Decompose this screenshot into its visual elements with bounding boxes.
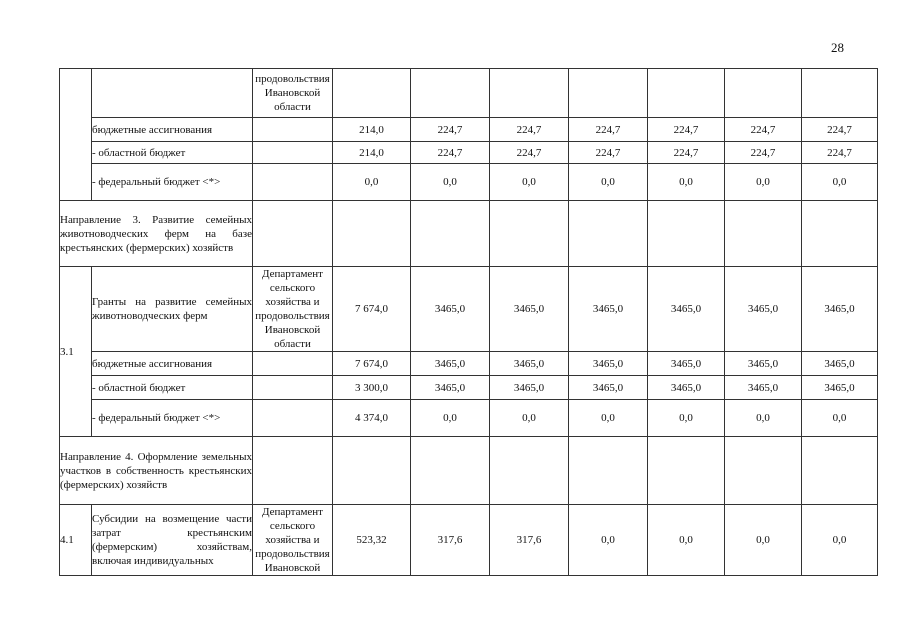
value-cell: 0,0 <box>648 164 725 201</box>
value-cell: 224,7 <box>569 142 648 164</box>
item-number: 4.1 <box>60 505 92 576</box>
value-cell: 3465,0 <box>490 267 569 352</box>
value-cell: 0,0 <box>648 505 725 576</box>
value-cell: 3465,0 <box>411 376 490 400</box>
value-cell: 0,0 <box>725 400 802 437</box>
value-cell: 3465,0 <box>411 352 490 376</box>
section-row <box>60 437 878 505</box>
value-cell: 3465,0 <box>411 267 490 352</box>
row-label: - федеральный бюджет <*> <box>92 400 253 437</box>
value-cell: 0,0 <box>490 400 569 437</box>
value-cell: 523,32 <box>333 505 411 576</box>
item-name: Гранты на развитие семейных животноводческих ферм <box>92 267 253 352</box>
table-row <box>60 164 878 201</box>
value-cell: 224,7 <box>490 118 569 142</box>
table-row <box>60 400 878 437</box>
table-row <box>60 69 878 118</box>
value-cell: 3465,0 <box>490 352 569 376</box>
section-heading: Направление 3. Развитие семейных животноводческих ферм на базе крестьянских (фермерских) хозяйств <box>60 201 253 267</box>
row-label: бюджетные ассигнования <box>92 118 253 142</box>
value-cell: 3465,0 <box>569 267 648 352</box>
dept-cell: Департамент сельского хозяйства и продовольствия Ивановской области <box>253 267 333 352</box>
value-cell: 0,0 <box>490 164 569 201</box>
row-label: - федеральный бюджет <*> <box>92 164 253 201</box>
dept-cell: продовольствия Ивановской области <box>253 69 333 118</box>
table-row <box>60 142 878 164</box>
table-row <box>60 267 878 352</box>
value-cell: 3465,0 <box>569 352 648 376</box>
section-row <box>60 201 878 267</box>
value-cell: 224,7 <box>725 142 802 164</box>
value-cell: 317,6 <box>490 505 569 576</box>
value-cell: 214,0 <box>333 118 411 142</box>
value-cell: 224,7 <box>411 118 490 142</box>
value-cell: 3 300,0 <box>333 376 411 400</box>
table-row <box>60 376 878 400</box>
budget-table <box>59 68 878 576</box>
value-cell: 3465,0 <box>802 267 878 352</box>
value-cell: 7 674,0 <box>333 352 411 376</box>
value-cell: 0,0 <box>333 164 411 201</box>
value-cell: 0,0 <box>802 400 878 437</box>
value-cell: 7 674,0 <box>333 267 411 352</box>
dept-cell: Департамент сельского хозяйства и продовольствия Ивановской <box>253 505 333 576</box>
value-cell: 224,7 <box>725 118 802 142</box>
value-cell: 0,0 <box>725 164 802 201</box>
row-label: - областной бюджет <box>92 376 253 400</box>
value-cell: 3465,0 <box>725 376 802 400</box>
value-cell: 0,0 <box>411 164 490 201</box>
value-cell: 4 374,0 <box>333 400 411 437</box>
value-cell: 224,7 <box>802 118 878 142</box>
value-cell: 3465,0 <box>725 267 802 352</box>
row-label: бюджетные ассигнования <box>92 352 253 376</box>
value-cell: 3465,0 <box>802 376 878 400</box>
table-row <box>60 505 878 576</box>
value-cell: 0,0 <box>802 505 878 576</box>
value-cell: 3465,0 <box>569 376 648 400</box>
value-cell: 3465,0 <box>648 376 725 400</box>
value-cell: 0,0 <box>569 400 648 437</box>
value-cell: 317,6 <box>411 505 490 576</box>
value-cell: 0,0 <box>725 505 802 576</box>
value-cell: 3465,0 <box>648 352 725 376</box>
item-number: 3.1 <box>60 267 92 437</box>
value-cell: 214,0 <box>333 142 411 164</box>
value-cell: 0,0 <box>648 400 725 437</box>
value-cell: 0,0 <box>802 164 878 201</box>
table-row <box>60 352 878 376</box>
item-name: Субсидии на возмещение части затрат крестьянским (фермерским) хозяйствам, включая индивидуальных <box>92 505 253 576</box>
value-cell: 224,7 <box>569 118 648 142</box>
value-cell: 224,7 <box>648 118 725 142</box>
value-cell: 224,7 <box>490 142 569 164</box>
value-cell: 0,0 <box>569 505 648 576</box>
value-cell: 224,7 <box>411 142 490 164</box>
value-cell: 0,0 <box>411 400 490 437</box>
value-cell: 224,7 <box>648 142 725 164</box>
value-cell: 0,0 <box>569 164 648 201</box>
value-cell: 3465,0 <box>490 376 569 400</box>
table-row <box>60 118 878 142</box>
value-cell: 3465,0 <box>802 352 878 376</box>
num-cell <box>60 69 92 201</box>
name-cell <box>92 69 253 118</box>
section-heading: Направление 4. Оформление земельных участков в собственность крестьянских (фермерских) хозяйств <box>60 437 253 505</box>
value-cell: 3465,0 <box>725 352 802 376</box>
value-cell: 224,7 <box>802 142 878 164</box>
page-number: 28 <box>831 40 844 55</box>
row-label: - областной бюджет <box>92 142 253 164</box>
value-cell: 3465,0 <box>648 267 725 352</box>
